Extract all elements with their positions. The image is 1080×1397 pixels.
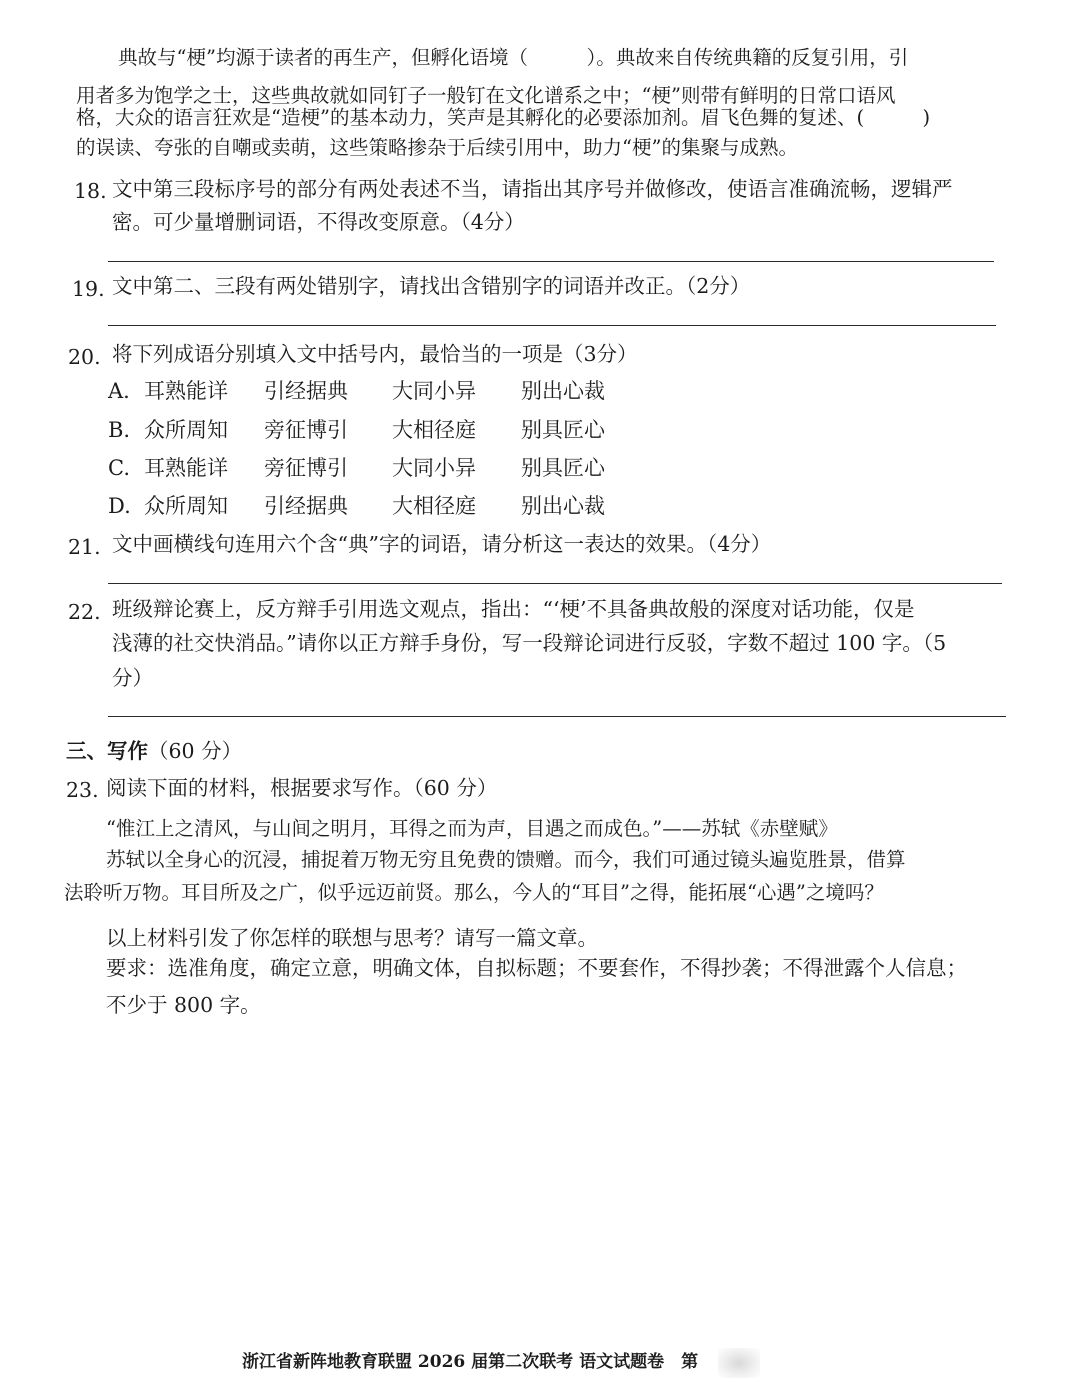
section-3-heading	[66, 737, 242, 765]
q20-option-c-word-1: 耳熟能详	[144, 456, 228, 480]
q19-line-1: 文中第二、三段有两处错别字，请找出含错别字的词语并改正。（2分）	[112, 274, 751, 298]
q23-requirements-line-1: 要求：选准角度，确定立意，明确文体，自拟标题；不要套作，不得抄袭；不得泄露个人信息；	[106, 956, 967, 980]
q18-number: 18.	[74, 179, 107, 203]
page-footer: 浙江省新阵地教育联盟 2026 届第二次联考 语文试题卷 第	[242, 1352, 699, 1372]
q23-requirements-line-2: 不少于 800 字。	[106, 993, 261, 1017]
q20-option-b-word-4: 别具匠心	[521, 418, 605, 442]
q20-option-c-word-2: 旁征博引	[264, 456, 348, 480]
q20-option-b-word-2: 旁征博引	[264, 418, 348, 442]
q23-material-line-2: 法聆听万物。耳目所及之广，似乎远迈前贤。那么，今人的“耳目”之得，能拓展“心遇”之境吗？	[64, 881, 884, 904]
passage-line-2: 用者多为饱学之士，这些典故就如同钉子一般钉在文化谱系之中；“梗”则带有鲜明的日常口语风	[76, 84, 896, 107]
passage-line-4: 的误读、夸张的自嘲或卖萌，这些策略掺杂于后续引用中，助力“梗”的集聚与成熟。	[76, 136, 798, 159]
section-3-score: （60 分）	[148, 739, 243, 763]
q20-option-d-word-3: 大相径庭	[392, 494, 476, 518]
q22-line-3: 分）	[112, 666, 153, 690]
q20-option-a-word-4: 别出心裁	[521, 379, 605, 403]
q19-answer-line[interactable]	[108, 325, 996, 326]
q20-option-d-word-1: 众所周知	[144, 494, 228, 518]
q20-option-b-word-3: 大相径庭	[392, 418, 476, 442]
q21-number: 21.	[68, 535, 101, 559]
q23-quote: “惟江上之清风，与山间之明月，耳得之而为声，目遇之而成色。”——苏轼《赤壁赋》	[106, 817, 838, 840]
q22-number: 22.	[68, 600, 101, 624]
q19-number: 19.	[72, 277, 105, 301]
passage-line-3: 格，大众的语言狂欢是“造梗”的基本动力，笑声是其孵化的必要添加剂。眉飞色舞的复述、( )	[76, 106, 931, 129]
q20-option-c-word-3: 大同小异	[392, 456, 476, 480]
q21-line-1: 文中画横线句连用六个含“典”字的词语，请分析这一表达的效果。（4分）	[112, 532, 772, 556]
q22-answer-line[interactable]	[108, 716, 1006, 717]
passage-line-1: 典故与“梗”均源于读者的再生产，但孵化语境（ ）。典故来自传统典籍的反复引用，引	[118, 46, 909, 69]
q20-option-b-word-1: 众所周知	[144, 418, 228, 442]
q23-number: 23.	[66, 778, 99, 802]
q20-line-1: 将下列成语分别填入文中括号内，最恰当的一项是（3分）	[112, 342, 638, 366]
q23-material-line-1: 苏轼以全身心的沉浸，捕捉着万物无穷且免费的馈赠。而今，我们可通过镜头遍览胜景，借算	[106, 848, 906, 871]
q22-line-1: 班级辩论赛上，反方辩手引用选文观点，指出：“‘梗’不具备典故般的深度对话功能，仅是	[112, 597, 915, 621]
q18-line-2: 密。可少量增删词语，不得改变原意。（4分）	[112, 210, 525, 234]
q20-option-c-label[interactable]: C.	[108, 456, 130, 480]
q20-number: 20.	[68, 345, 101, 369]
section-3-title: 三、写作	[66, 739, 148, 763]
q22-line-2: 浅薄的社交快消品。”请你以正方辩手身份，写一段辩论词进行反驳，字数不超过 100 字。（5	[112, 631, 947, 655]
q23-prompt: 以上材料引发了你怎样的联想与思考？请写一篇文章。	[106, 926, 598, 950]
q20-option-d-label[interactable]: D.	[108, 494, 131, 518]
q20-option-b-label[interactable]: B.	[108, 418, 131, 442]
q18-answer-line[interactable]	[108, 261, 994, 262]
q20-option-d-word-4: 别出心裁	[521, 494, 605, 518]
q18-line-1: 文中第三段标序号的部分有两处表述不当，请指出其序号并做修改，使语言准确流畅，逻辑严	[112, 177, 953, 201]
q20-option-a-word-3: 大同小异	[392, 379, 476, 403]
q21-answer-line[interactable]	[108, 583, 1002, 584]
q23-line-1: 阅读下面的材料，根据要求写作。（60 分）	[106, 776, 498, 800]
q20-option-a-word-1: 耳熟能详	[144, 379, 228, 403]
q20-option-c-word-4: 别具匠心	[521, 456, 605, 480]
scan-smudge	[718, 1348, 760, 1378]
q20-option-a-word-2: 引经据典	[264, 379, 348, 403]
q20-option-d-word-2: 引经据典	[264, 494, 348, 518]
q20-option-a-label[interactable]: A.	[108, 379, 130, 403]
